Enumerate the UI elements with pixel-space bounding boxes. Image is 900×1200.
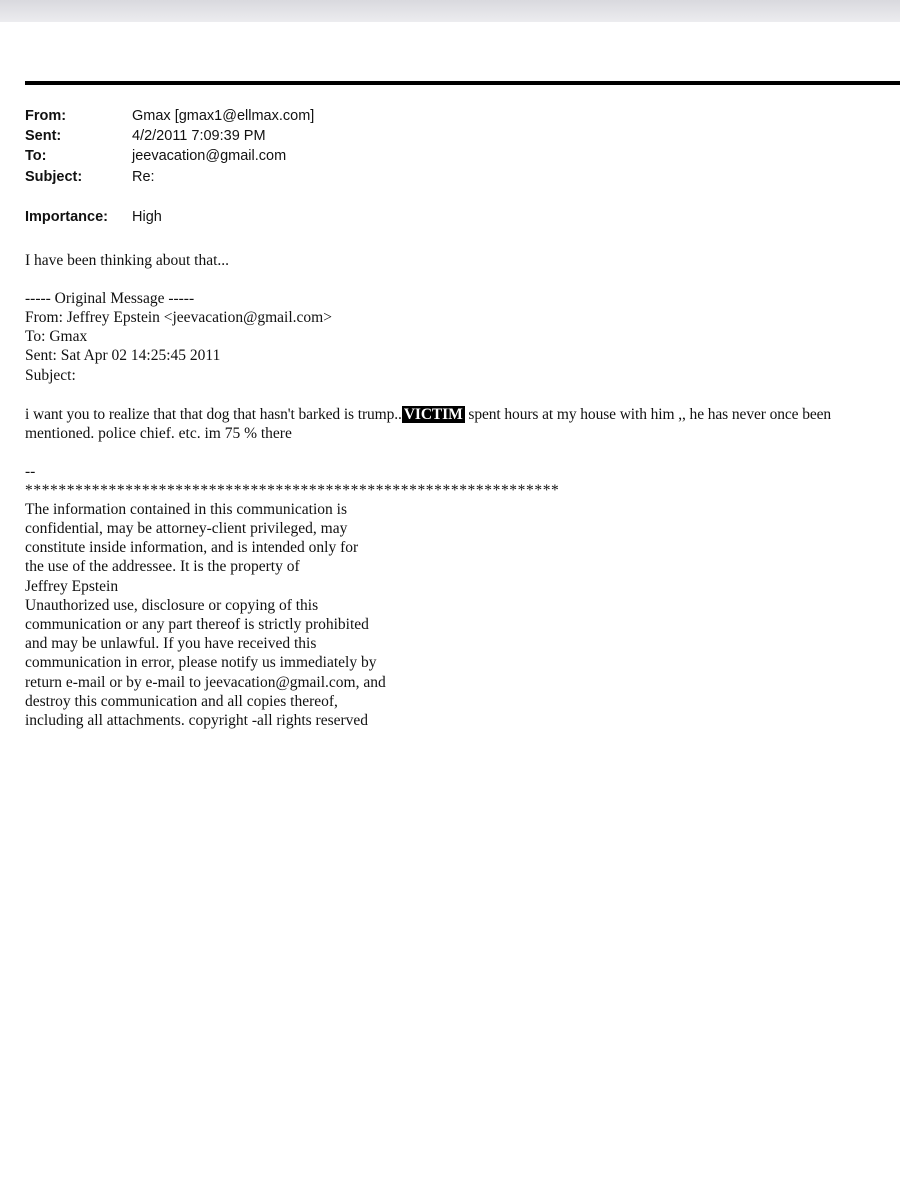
original-body-line-2: mentioned. police chief. etc. im 75 % there	[25, 425, 292, 442]
signature-dashes: --	[25, 463, 36, 480]
original-from-line: From: Jeffrey Epstein <jeevacation@gmail.com>	[25, 309, 332, 326]
disclaimer-line: communication or any part thereof is strictly prohibited	[25, 616, 369, 633]
disclaimer-line: The information contained in this communication is	[25, 501, 347, 518]
original-body-line-1	[25, 405, 831, 424]
original-message-divider: ----- Original Message -----	[25, 290, 195, 307]
disclaimer-line: the use of the addressee. It is the property of	[25, 558, 300, 575]
disclaimer-line: Jeffrey Epstein	[25, 578, 119, 595]
from-label: From:	[25, 108, 67, 124]
signature-stars: ****************************************************************	[25, 482, 560, 499]
to-value: jeevacation@gmail.com	[132, 148, 287, 164]
header-rule	[25, 81, 900, 85]
disclaimer-line: Unauthorized use, disclosure or copying of this	[25, 597, 319, 614]
disclaimer-line: return e-mail or by e-mail to jeevacation@gmail.com, and	[25, 674, 386, 691]
disclaimer-line: destroy this communication and all copies thereof,	[25, 693, 338, 710]
from-value: Gmax [gmax1@ellmax.com]	[132, 108, 315, 124]
body-text-after-redaction: spent hours at my house with him ,, he has never once been	[464, 406, 832, 423]
disclaimer-line: confidential, may be attorney-client privileged, may	[25, 520, 348, 537]
disclaimer-line: constitute inside information, and is intended only for	[25, 539, 359, 556]
redaction-box: VICTIM	[403, 406, 463, 423]
body-text-before-redaction: i want you to realize that that dog that hasn't barked is trump..	[25, 406, 402, 423]
disclaimer-line: and may be unlawful. If you have received this	[25, 635, 317, 652]
sent-value: 4/2/2011 7:09:39 PM	[132, 128, 266, 144]
subject-value: Re:	[132, 169, 155, 185]
disclaimer-line: including all attachments. copyright -all rights reserved	[25, 712, 369, 729]
sent-label: Sent:	[25, 128, 62, 144]
original-sent-line: Sent: Sat Apr 02 14:25:45 2011	[25, 347, 221, 364]
to-label: To:	[25, 148, 47, 164]
importance-label: Importance:	[25, 209, 108, 225]
page-top-edge	[0, 0, 900, 22]
original-to-line: To: Gmax	[25, 328, 88, 345]
subject-label: Subject:	[25, 169, 83, 185]
importance-value: High	[132, 209, 162, 225]
original-subject-line: Subject:	[25, 367, 76, 384]
disclaimer-line: communication in error, please notify us immediately by	[25, 654, 377, 671]
reply-body: I have been thinking about that...	[25, 252, 230, 269]
